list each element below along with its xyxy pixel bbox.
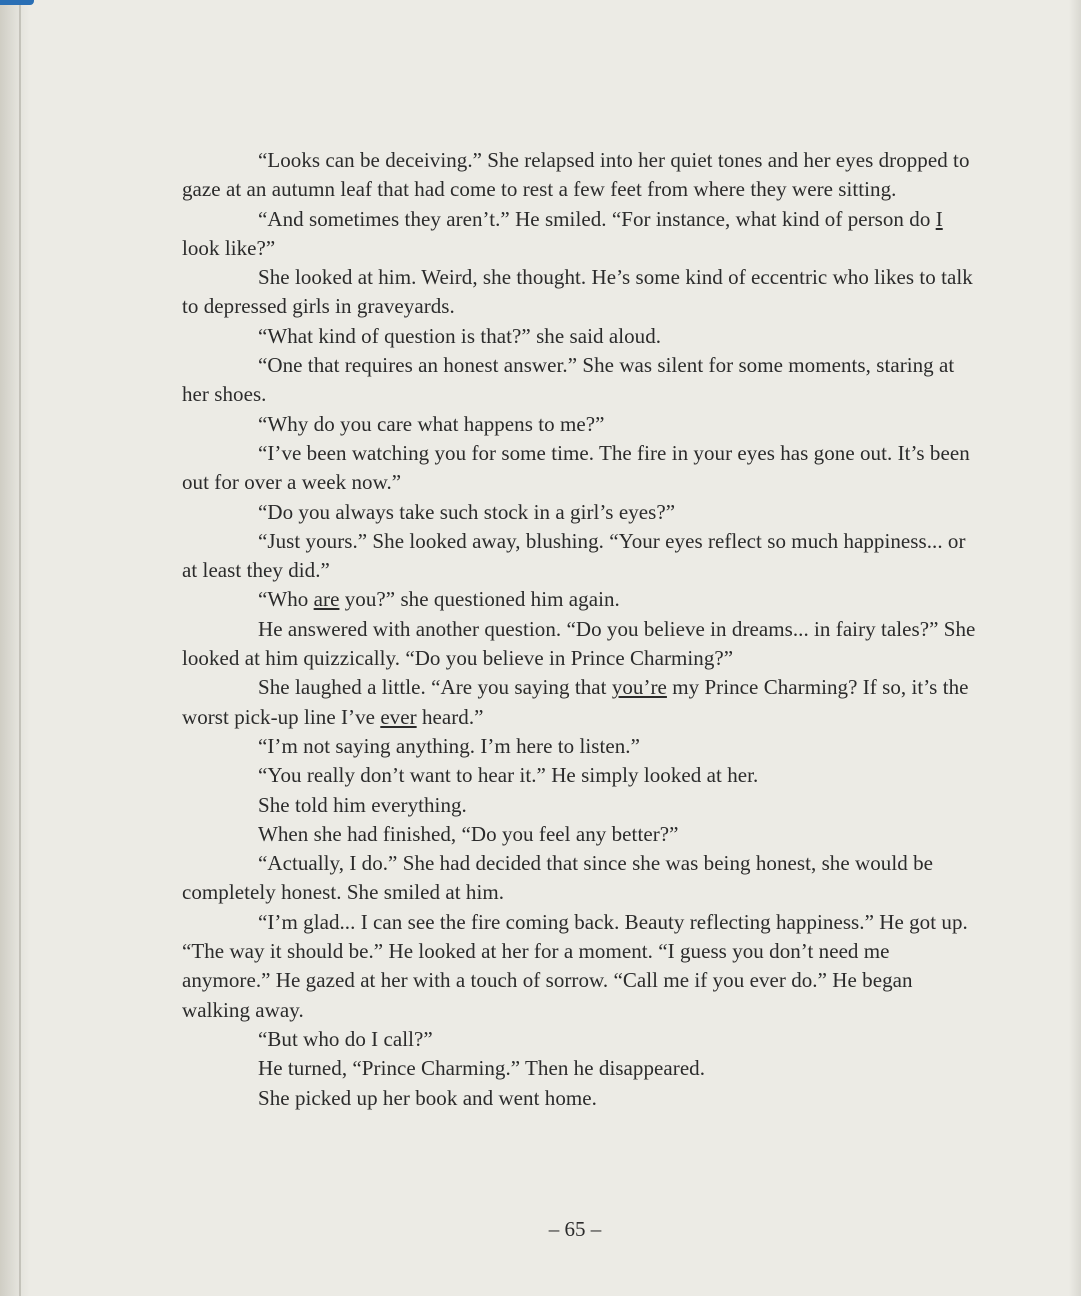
text-run: my Prince Charming? If so, it’s the worst pick-up line I’ve	[182, 675, 969, 729]
text-run: “And sometimes they aren’t.” He smiled. “For instance, what kind of person do	[258, 206, 936, 231]
paragraph: “What kind of question is that?” she said aloud.	[258, 323, 662, 348]
paragraph: “I’ve been watching you for some time. The fire in your eyes has gone out. It’s been out for over a week now.”	[182, 440, 970, 495]
text-run: heard.”	[416, 704, 484, 729]
paragraph: “Actually, I do.” She had decided that since she was being honest, she would be completely honest. She smiled at him.	[182, 851, 933, 905]
underlined-word: are	[313, 587, 340, 612]
page-binding-shadow	[0, 0, 30, 1296]
paragraph	[182, 673, 982, 732]
paragraph: “I’m not saying anything. I’m here to listen.”	[258, 733, 640, 758]
text-run: look like?”	[182, 235, 276, 260]
paragraph	[182, 585, 982, 614]
corner-tab-mark	[0, 0, 34, 5]
paragraph: She picked up her book and went home.	[258, 1085, 597, 1110]
underlined-word: I	[935, 206, 943, 231]
paragraph: “Why do you care what happens to me?”	[258, 411, 605, 436]
paragraph: “I’m glad... I can see the fire coming back. Beauty reflecting happiness.” He got up. “The way it should be.” He looked at her for a moment. “I guess you don’t need me anymore.” He gazed at her with a touch of sorrow. “Call me if you ever do.” He began walking away.	[182, 909, 968, 1022]
paragraph: When she had finished, “Do you feel any better?”	[258, 821, 679, 846]
paragraph: “Just yours.” She looked away, blushing. “Your eyes reflect so much happiness... or at least they did.”	[182, 528, 966, 583]
page-right-edge	[1069, 0, 1081, 1296]
paragraph: She looked at him. Weird, she thought. He’s some kind of eccentric who likes to talk to depressed girls in graveyards.	[182, 265, 973, 319]
paragraph	[182, 205, 982, 264]
underlined-word: ever	[380, 704, 417, 729]
paragraph: “Looks can be deceiving.” She relapsed into her quiet tones and her eyes dropped to gaze at an autumn leaf that had come to rest a few feet from where they were sitting.	[182, 148, 970, 202]
paragraph: “Do you always take such stock in a girl’s eyes?”	[258, 499, 676, 524]
text-run: you?” she questioned him again.	[339, 587, 620, 612]
paragraph: He turned, “Prince Charming.” Then he disappeared.	[258, 1056, 706, 1081]
paragraph: She told him everything.	[258, 792, 467, 817]
text-run: “Who	[258, 587, 314, 612]
paragraph: “One that requires an honest answer.” She was silent for some moments, staring at her shoes.	[182, 353, 955, 407]
underlined-word: you’re	[611, 675, 667, 700]
story-text	[182, 146, 982, 1113]
page-number: – 65 –	[548, 1217, 602, 1241]
paragraph: “But who do I call?”	[258, 1026, 433, 1051]
paragraph: He answered with another question. “Do you believe in dreams... in fairy tales?” She looked at him quizzically. “Do you believe in Prince Charming?”	[182, 616, 976, 671]
binding-crease	[19, 0, 21, 1296]
text-run: She laughed a little. “Are you saying that	[258, 675, 612, 700]
paragraph: “You really don’t want to hear it.” He simply looked at her.	[258, 763, 759, 788]
